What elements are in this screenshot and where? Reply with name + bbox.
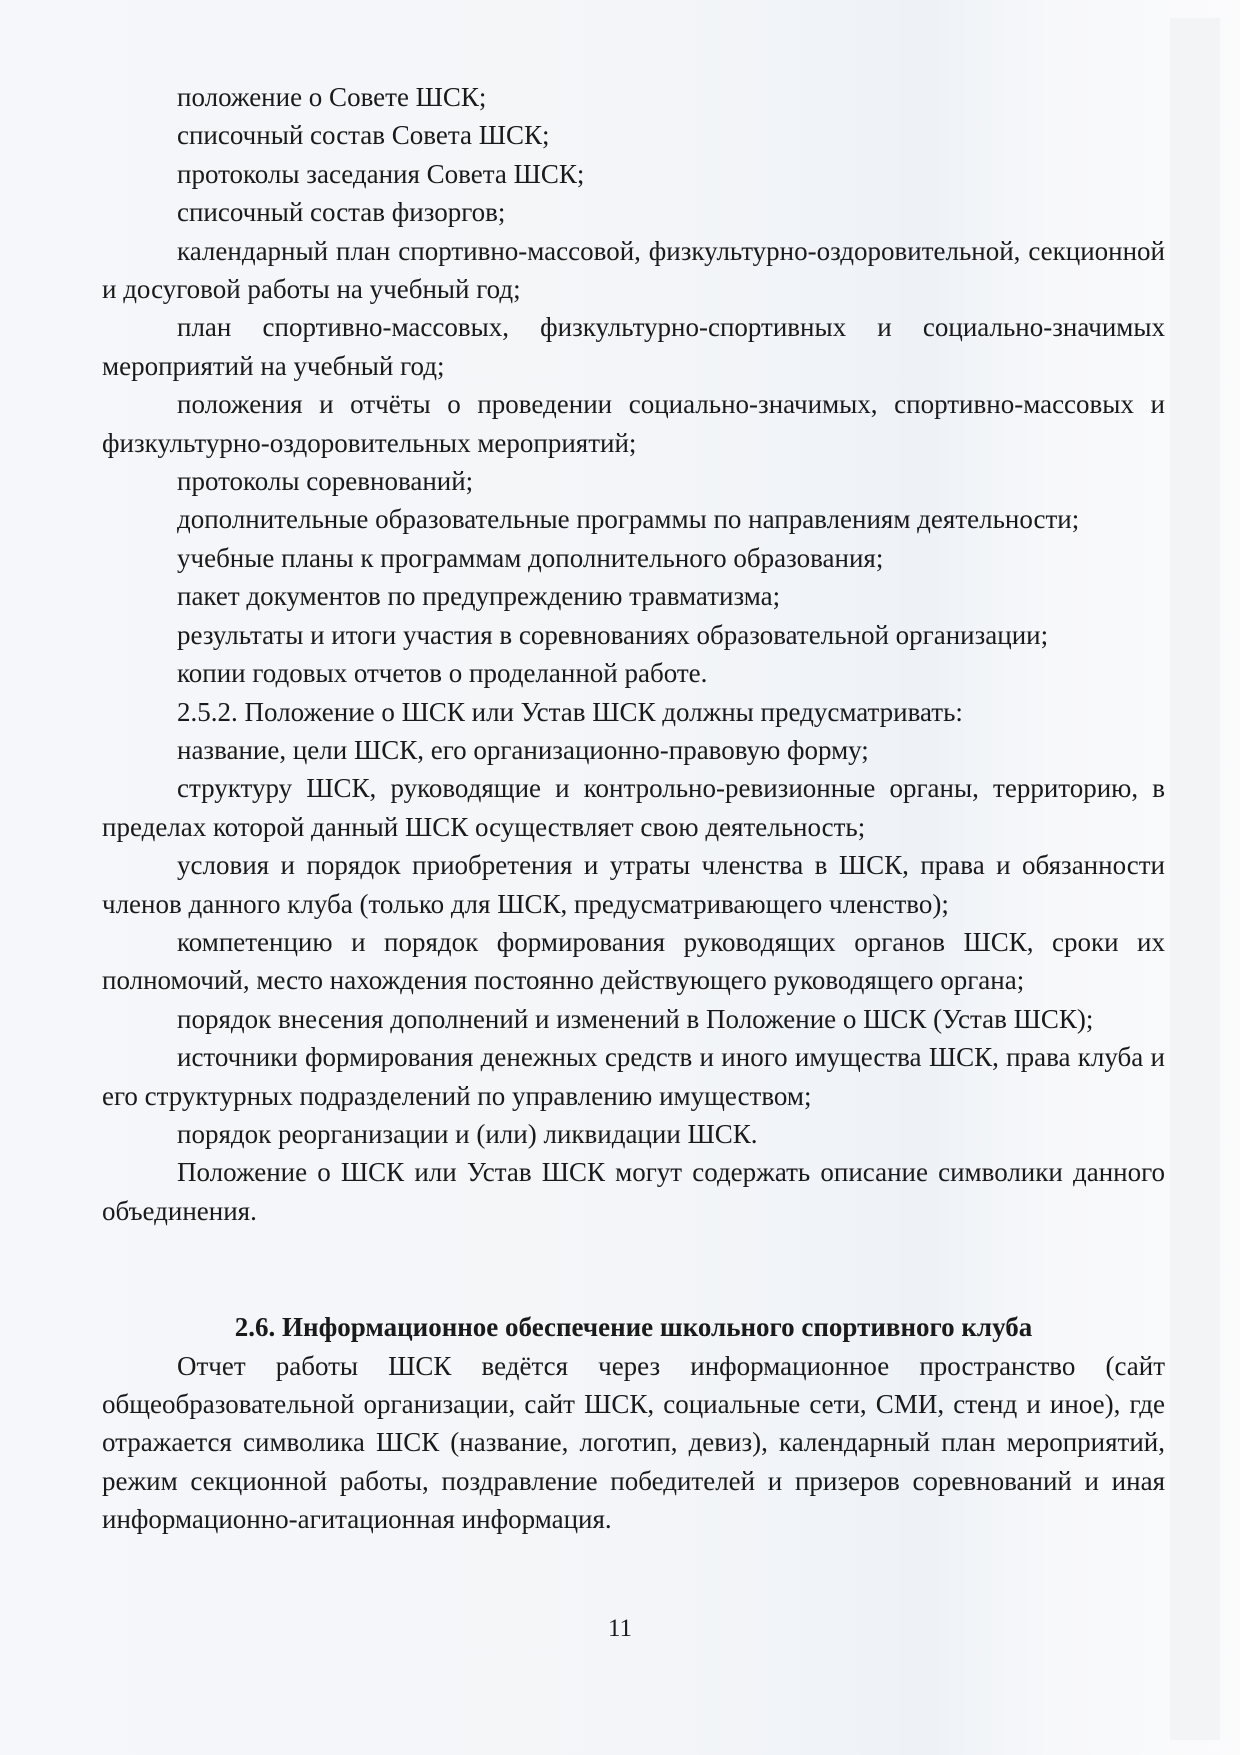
requirement-item: условия и порядок приобретения и утраты членства в ШСК, права и обязанности членов данного клуба (только для ШСК, предусматривающего членство);	[102, 850, 1165, 919]
symbolics-paragraph: Положение о ШСК или Устав ШСК могут содержать описание символики данного объединения.	[102, 1157, 1165, 1226]
scan-edge	[1170, 18, 1220, 1740]
list-item: положение о Совете ШСК;	[177, 82, 487, 112]
requirement-item: порядок внесения дополнений и изменений в Положение о ШСК (Устав ШСК);	[177, 1003, 1094, 1034]
requirement-item: источники формирования денежных средств и иного имущества ШСК, права клуба и его структурных подразделений по управлению имуществом;	[102, 1042, 1165, 1111]
section-gap	[102, 1230, 1165, 1308]
list-item: копии годовых отчетов о проделанной работе.	[177, 658, 708, 689]
list-item: списочный состав Совета ШСК;	[177, 120, 550, 151]
list-item: пакет документов по предупреждению травматизма;	[177, 581, 781, 612]
document-body	[102, 78, 1165, 1539]
section-2-5-2-intro: 2.5.2. Положение о ШСК или Устав ШСК должны предусматривать:	[177, 696, 963, 727]
requirement-item: компетенцию и порядок формирования руководящих органов ШСК, сроки их полномочий, место нахождения постоянно действующего руководящего органа;	[102, 926, 1165, 996]
list-item: списочный состав физоргов;	[177, 197, 506, 228]
list-item: результаты и итоги участия в соревнованиях образовательной организации;	[177, 619, 1049, 650]
list-item: учебные планы к программам дополнительного образования;	[177, 542, 884, 573]
list-item: план спортивно-массовых, физкультурно-спортивных и социально-значимых мероприятий на учебный год;	[102, 312, 1165, 381]
list-item: протоколы соревнований;	[177, 466, 474, 497]
list-item: календарный план спортивно-массовой, физкультурно-оздоровительной, секционной и досуговой работы на учебный год;	[102, 235, 1165, 305]
list-item: положения и отчёты о проведении социально-значимых, спортивно-массовых и физкультурно-оздоровительных мероприятий;	[102, 389, 1165, 458]
requirement-item: порядок реорганизации и (или) ликвидации ШСК.	[177, 1118, 758, 1149]
section-heading: 2.6. Информационное обеспечение школьного спортивного клуба	[234, 1312, 1033, 1343]
list-item: протоколы заседания Совета ШСК;	[177, 158, 585, 189]
requirement-item: структуру ШСК, руководящие и контрольно-ревизионные органы, территорию, в пределах которой данный ШСК осуществляет свою деятельность;	[102, 773, 1165, 842]
section-2-6-body: Отчет работы ШСК ведётся через информационное пространство (сайт общеобразовательной организации, сайт ШСК, социальные сети, СМИ, стенд и иное), где отражается символика ШСК (название, логотип, девиз), календарный план мероприятий, режим секционной работы, поздравление победителей и призеров соревнований и иная информационно-агитационная информация.	[102, 1350, 1165, 1535]
list-item: дополнительные образовательные программы по направлениям деятельности;	[177, 504, 1080, 535]
page-number: 11	[607, 1615, 633, 1642]
requirement-item: название, цели ШСК, его организационно-правовую форму;	[177, 734, 869, 765]
